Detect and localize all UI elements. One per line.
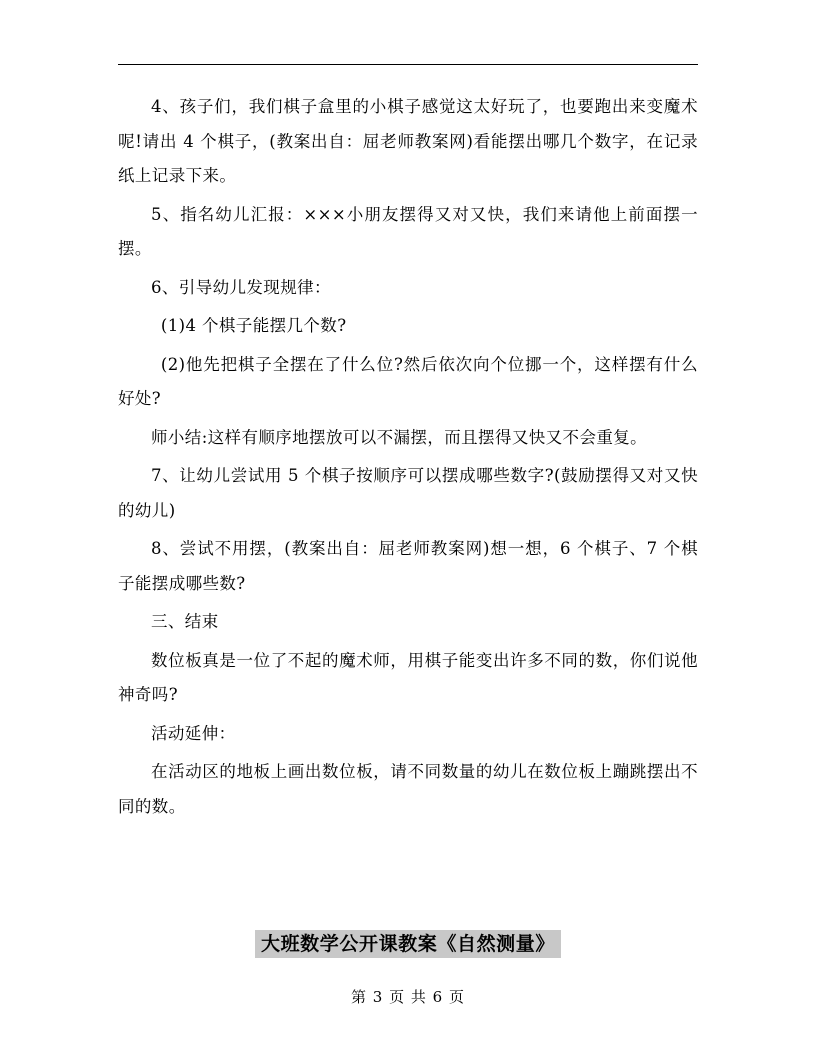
paragraph-question-1: (1)4 个棋子能摆几个数? <box>160 316 347 335</box>
next-lesson-title: 大班数学公开课教案《自然测量》 <box>255 930 561 958</box>
paragraph-step-8: 8、尝试不用摆，(教案出自：屈老师教案网)想一想，6 个棋子、7 个棋子能摆成哪些数? <box>118 539 698 593</box>
paragraph-conclusion: 数位板真是一位了不起的魔术师，用棋子能变出许多不同的数，你们说他神奇吗? <box>118 650 698 704</box>
section-heading-end: 三、结束 <box>151 612 219 631</box>
header-rule <box>118 64 698 65</box>
paragraph-step-7: 7、让幼儿尝试用 5 个棋子按顺序可以摆成哪些数字?(鼓励摆得又对又快的幼儿) <box>118 466 698 520</box>
paragraph-step-4: 4、孩子们，我们棋子盒里的小棋子感觉这太好玩了，也要跑出来变魔术呢!请出 4 个棋子，(教案出自：屈老师教案网)看能摆出哪几个数字，在记录纸上记录下来。 <box>118 97 698 185</box>
paragraph-teacher-summary: 师小结:这样有顺序地摆放可以不漏摆，而且摆得又快又不会重复。 <box>151 427 648 447</box>
section-heading-extension: 活动延伸： <box>151 723 236 743</box>
page-footer: 第 3 页 共 6 页 <box>351 988 465 1006</box>
paragraph-step-6: 6、引导幼儿发现规律： <box>151 277 331 297</box>
next-title-wrapper <box>0 930 816 958</box>
paragraph-step-5: 5、指名幼儿汇报：×××小朋友摆得又对又快，我们来请他上前面摆一摆。 <box>118 204 698 258</box>
document-body <box>118 90 698 828</box>
paragraph-extension: 在活动区的地板上画出数位板，请不同数量的幼儿在数位板上蹦跳摆出不同的数。 <box>118 762 698 816</box>
paragraph-question-2: (2)他先把棋子全摆在了什么位?然后依次向个位挪一个，这样摆有什么好处? <box>118 354 698 408</box>
